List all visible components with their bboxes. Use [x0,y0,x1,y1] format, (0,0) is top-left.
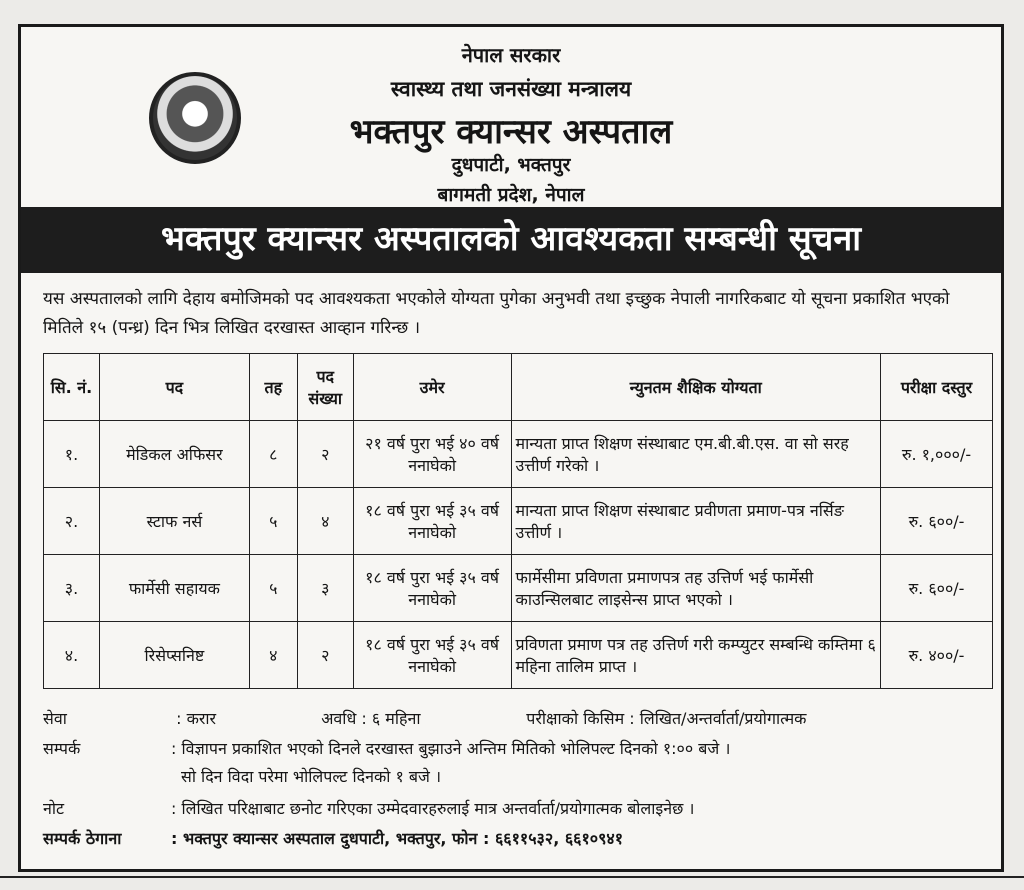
service-value: : करार [176,709,217,728]
cell-sn: ३. [44,555,100,622]
header-fee: परीक्षा दस्तुर [881,354,993,421]
table-row [44,555,993,622]
service-line [43,707,806,729]
table-row [44,421,993,488]
ministry-name: स्वास्थ्य तथा जनसंख्या मन्त्रालय [390,77,632,101]
contact-line-2: सो दिन विदा परेमा भोलिपल्ट दिनको १ बजे । [181,767,442,786]
header-age: उमेर [353,354,511,421]
cell-post: स्टाफ नर्स [99,488,249,555]
cell-post: मेडिकल अफिसर [99,421,249,488]
notice-header [21,27,1001,207]
cell-level: ५ [249,555,297,622]
address-label: सम्पर्क ठेगाना [43,829,122,848]
header-count: पद संख्या [297,354,353,421]
note-label: नोट [43,799,65,818]
note-line [43,797,694,819]
header-qualification: न्युनतम शैक्षिक योग्यता [511,354,881,421]
cell-fee: रु. ४००/- [881,622,993,689]
contact-line [43,737,730,759]
table-row [44,622,993,689]
notice-title: भक्तपुर क्यान्सर अस्पतालको आवश्यकता सम्बन्धी सूचना [21,207,1001,273]
note-value: : लिखित परिक्षाबाट छनोट गरिएका उम्मेदवारहरुलाई मात्र अन्तर्वार्ता/प्रयोगात्मक बोलाइनेछ । [171,799,695,818]
notice [18,24,1004,872]
table-row [44,488,993,555]
cell-count: २ [297,622,353,689]
service-label: सेवा [43,709,67,728]
cell-count: ४ [297,488,353,555]
cell-post: रिसेप्सनिष्ट [99,622,249,689]
cell-level: ८ [249,421,297,488]
header-level: तह [249,354,297,421]
cell-count: २ [297,421,353,488]
intro-paragraph: यस अस्पतालको लागि देहाय बमोजिमको पद आवश्यकता भएकोले योग्यता पुगेका अनुभवी तथा इच्छुक नेपाली नागरिकबाट यो सूचना प्रकाशित भएको मितिले १५ (पन्ध्र) दिन भित्र लिखित दरखास्त आव्हान गरिन्छ । [43,289,950,338]
address-line-1: दुधपाटी, भक्तपुर [451,154,571,176]
gov-name: नेपाल सरकार [461,43,561,67]
cell-age: २१ वर्ष पुरा भई ४० वर्ष ननाघेको [353,421,511,488]
cell-level: ५ [249,488,297,555]
address-line [43,827,623,849]
address-value: : भक्तपुर क्यान्सर अस्पताल दुधपाटी, भक्तपुर, फोन : ६६११५३२, ६६१०९४१ [171,829,624,848]
cell-fee: रु. ६००/- [881,555,993,622]
cell-sn: ४. [44,622,100,689]
cell-fee: रु. ६००/- [881,488,993,555]
contact-value: : विज्ञापन प्रकाशित भएको दिनले दरखास्त बुझाउने अन्तिम मितिको भोलिपल्ट दिनको १:०० बजे । [171,739,731,758]
contact-label: सम्पर्क [43,739,81,758]
cell-age: १८ वर्ष पुरा भई ३५ वर्ष ननाघेको [353,488,511,555]
cell-level: ४ [249,622,297,689]
table-header-row [44,354,993,421]
cell-count: ३ [297,555,353,622]
cell-qualification: फार्मेसीमा प्रविणता प्रमाणपत्र तह उत्तिर्ण भई फार्मेसी काउन्सिलबाट लाइसेन्स प्राप्त भएको । [511,555,881,622]
cell-age: १८ वर्ष पुरा भई ३५ वर्ष ननाघेको [353,555,511,622]
cell-qualification: मान्यता प्राप्त शिक्षण संस्थाबाट एम.बी.बी.एस. वा सो सरह उत्तीर्ण गरेको । [511,421,881,488]
cell-qualification: मान्यता प्राप्त शिक्षण संस्थाबाट प्रवीणता प्रमाण-पत्र नर्सिङ उत्तीर्ण । [511,488,881,555]
exam-type: परीक्षाको किसिम : लिखित/अन्तर्वार्ता/प्रयोगात्मक [526,709,807,728]
vacancy-table [43,353,993,689]
cell-sn: १. [44,421,100,488]
cell-sn: २. [44,488,100,555]
cell-fee: रु. १,०००/- [881,421,993,488]
header-sn: सि. नं. [44,354,100,421]
cell-age: १८ वर्ष पुरा भई ३५ वर्ष ननाघेको [353,622,511,689]
address-line-2: बागमती प्रदेश, नेपाल [437,184,585,206]
cell-qualification: प्रविणता प्रमाण पत्र तह उत्तिर्ण गरी कम्प्युटर सम्बन्धि कम्तिमा ६ महिना तालिम प्राप्त । [511,622,881,689]
header-post: पद [99,354,249,421]
duration: अवधि : ६ महिना [321,709,421,728]
hospital-name: भक्तपुर क्यान्सर अस्पताल [349,112,673,152]
cell-post: फार्मेसी सहायक [99,555,249,622]
